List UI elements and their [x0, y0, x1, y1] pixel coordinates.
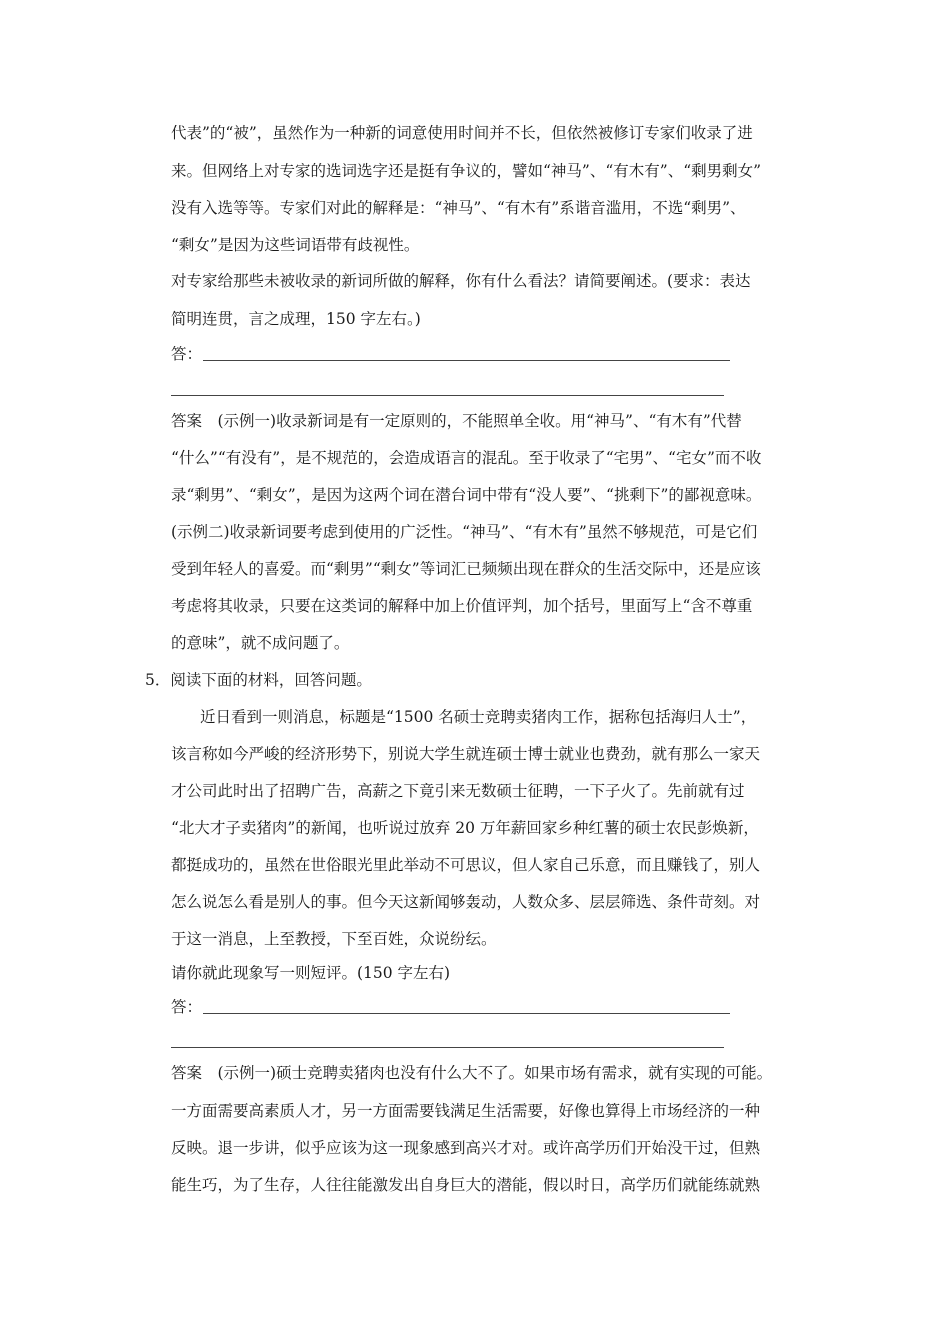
passage-line: 怎么说怎么看是别人的事。但今天这新闻够轰动，人数众多、层层筛选、条件苛刻。对: [171, 893, 761, 911]
passage-line: 来。但网络上对专家的选词选字还是挺有争议的，譬如“神马”、“有木有”、“剩男剩女”: [171, 162, 762, 180]
question-line: 简明连贯，言之成理，150 字左右。): [171, 310, 421, 328]
answer-line: 反映。退一步讲，似乎应该为这一现象感到高兴才对。或许高学历们开始没干过，但熟: [171, 1139, 761, 1157]
answer-line: 答案 (示例一)收录新词是有一定原则的，不能照单全收。用“神马”、“有木有”代替: [171, 412, 742, 430]
passage-line: 该言称如今严峻的经济形势下，别说大学生就连硕士博士就业也费劲，就有那么一家天: [171, 745, 761, 763]
question-line: 请你就此现象写一则短评。(150 字左右): [171, 964, 451, 982]
passage-line: 于这一消息，上至教授，下至百姓，众说纷纭。: [171, 930, 497, 948]
question-line: 对专家给那些未被收录的新词所做的解释，你有什么看法？请简要阐述。(要求：表达: [171, 272, 751, 290]
answer-line: 答案 (示例一)硕士竞聘卖猪肉也没有什么大不了。如果市场有需求，就有实现的可能。: [171, 1064, 773, 1082]
answer-line: 的意味”，就不成问题了。: [171, 634, 350, 652]
answer-line: “什么”“有没有”，是不规范的，会造成语言的混乱。至于收录了“宅男”、“宅女”而不收: [171, 449, 762, 467]
answer-label: 答：: [171, 345, 203, 363]
question-heading: 5．阅读下面的材料，回答问题。: [145, 671, 372, 689]
answer-blank-line: [203, 1013, 730, 1014]
answer-blank-line: [203, 360, 730, 361]
answer-line: 一方面需要高素质人才，另一方面需要钱满足生活需要，好像也算得上市场经济的一种: [171, 1102, 761, 1120]
answer-blank-line: [171, 1047, 724, 1048]
passage-line: 代表”的“被”，虽然作为一种新的词意使用时间并不长，但依然被修订专家们收录了进: [171, 124, 753, 142]
answer-line: 考虑将其收录，只要在这类词的解释中加上价值评判，加个括号，里面写上“含不尊重: [171, 597, 753, 615]
passage-line: 才公司此时出了招聘广告，高薪之下竟引来无数硕士征聘，一下子火了。先前就有过: [171, 782, 745, 800]
passage-line: 近日看到一则消息，标题是“1500 名硕士竞聘卖猪肉工作，据称包括海归人士”，: [200, 708, 757, 726]
answer-label: 答：: [171, 998, 203, 1016]
answer-line: (示例二)收录新词要考虑到使用的广泛性。“神马”、“有木有”虽然不够规范，可是它们: [171, 523, 758, 541]
answer-line: 录“剩男”、“剩女”，是因为这两个词在潜台词中带有“没人要”、“挑剩下”的鄙视意味。: [171, 486, 762, 504]
answer-line: 受到年轻人的喜爱。而“剩男”“剩女”等词汇已频频出现在群众的生活交际中，还是应该: [171, 560, 761, 578]
answer-blank-line: [171, 395, 724, 396]
passage-line: 都挺成功的，虽然在世俗眼光里此举动不可思议，但人家自己乐意，而且赚钱了，别人: [171, 856, 761, 874]
passage-line: “剩女”是因为这些词语带有歧视性。: [171, 236, 420, 254]
answer-line: 能生巧，为了生存，人往往能激发出自身巨大的潜能，假以时日，高学历们就能练就熟: [171, 1176, 761, 1194]
passage-line: “北大才子卖猪肉”的新闻，也听说过放弃 20 万年薪回家乡种红薯的硕士农民彭焕新，: [171, 819, 759, 837]
passage-line: 没有入选等等。专家们对此的解释是：“神马”、“有木有”系谐音滥用，不选“剩男”、: [171, 199, 746, 217]
